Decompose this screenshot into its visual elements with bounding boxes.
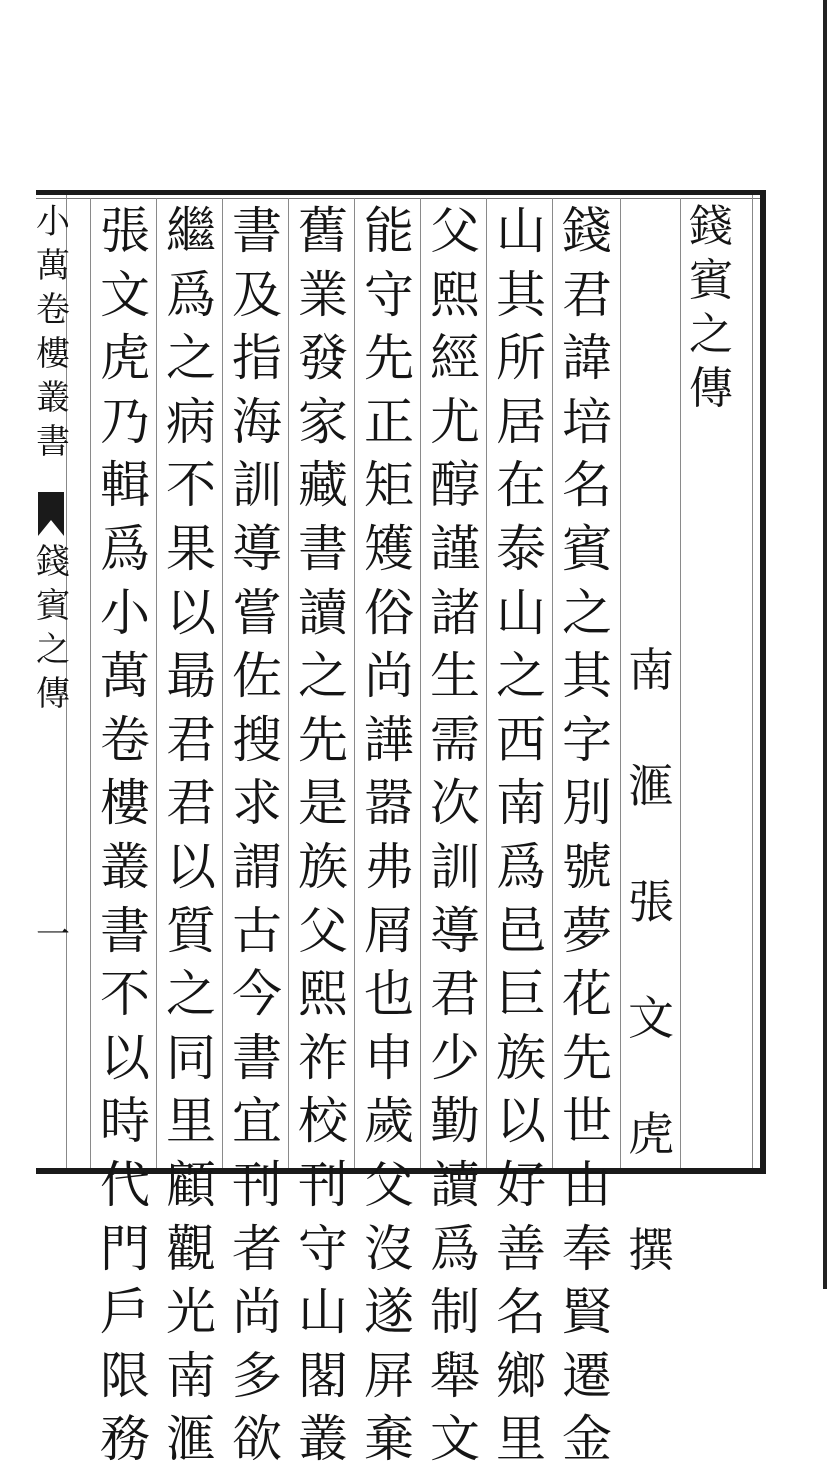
body-char: 繼 [166, 202, 216, 260]
title-char: 錢 [689, 201, 733, 252]
body-char: 不 [166, 456, 216, 515]
body-char: 守 [364, 265, 414, 324]
body-char: 先 [562, 1028, 612, 1087]
body-char: 刊 [298, 1155, 348, 1214]
body-char: 限 [100, 1346, 150, 1405]
margin-title-char: 萬 [36, 246, 70, 286]
author-char: 張 [628, 875, 674, 929]
body-char: 病 [166, 392, 216, 451]
body-char: 金 [562, 1410, 612, 1469]
author-char: 滙 [628, 759, 674, 813]
body-char: 號 [562, 837, 612, 896]
page-edge [823, 0, 827, 1289]
body-char: 遂 [364, 1283, 414, 1342]
body-char: 醇 [430, 456, 480, 515]
body-char: 族 [496, 1028, 546, 1087]
body-char: 其 [496, 265, 546, 324]
body-char: 訓 [430, 837, 480, 896]
body-char: 嚣 [364, 774, 414, 833]
text-column [424, 200, 486, 1472]
body-char: 俗 [364, 583, 414, 642]
body-char: 謂 [232, 837, 282, 896]
body-char: 申 [364, 1028, 414, 1087]
body-char: 書 [232, 1028, 282, 1087]
margin-title-char: 叢 [36, 378, 70, 418]
body-char: 叢 [298, 1410, 348, 1469]
body-char: 以 [496, 1092, 546, 1151]
body-char: 之 [166, 329, 216, 388]
body-char: 以 [166, 583, 216, 642]
body-char: 尤 [430, 392, 480, 451]
body-char: 矱 [364, 519, 414, 578]
text-column [226, 200, 288, 1472]
body-char: 熙 [298, 965, 348, 1024]
body-char: 乃 [100, 392, 150, 451]
body-char: 賢 [562, 1283, 612, 1342]
body-char: 父 [298, 901, 348, 960]
column-rule [90, 198, 91, 1168]
body-char: 搜 [232, 710, 282, 769]
body-char: 及 [232, 265, 282, 324]
body-char: 質 [166, 901, 216, 960]
author-char: 南 [628, 643, 674, 697]
body-char: 家 [298, 392, 348, 451]
body-char: 沒 [364, 1219, 414, 1278]
body-char: 業 [298, 265, 348, 324]
body-char: 爲 [100, 519, 150, 578]
body-char: 巨 [496, 965, 546, 1024]
body-char: 需 [430, 710, 480, 769]
body-char: 爲 [430, 1219, 480, 1278]
body-char: 西 [496, 710, 546, 769]
margin-chapter-title [36, 540, 70, 716]
body-char: 棄 [364, 1410, 414, 1469]
body-char: 多 [232, 1346, 282, 1405]
body-char: 門 [100, 1219, 150, 1278]
body-char: 海 [232, 392, 282, 451]
body-char: 宜 [232, 1092, 282, 1151]
column-rule [680, 198, 681, 1168]
body-char: 山 [298, 1283, 348, 1342]
body-char: 弗 [364, 837, 414, 896]
body-char: 奉 [562, 1219, 612, 1278]
margin-page-number [36, 915, 70, 955]
body-char: 代 [100, 1155, 150, 1214]
body-char: 以 [100, 1028, 150, 1087]
body-char: 先 [364, 329, 414, 388]
column-rule [222, 198, 223, 1168]
body-char: 好 [496, 1155, 546, 1214]
body-char: 叢 [100, 837, 150, 896]
body-char: 祚 [298, 1028, 348, 1087]
body-char: 里 [166, 1092, 216, 1151]
body-char: 熙 [430, 265, 480, 324]
margin-title-char: 樓 [36, 334, 70, 374]
margin-chapter-char: 賓 [36, 586, 70, 626]
body-char: 張 [100, 202, 150, 260]
body-char: 泰 [496, 519, 546, 578]
body-char: 者 [232, 1219, 282, 1278]
body-char: 能 [364, 202, 414, 260]
title-char: 之 [689, 309, 733, 360]
body-char: 次 [430, 774, 480, 833]
body-char: 其 [562, 647, 612, 706]
frame-top-border [36, 190, 764, 195]
body-char: 先 [298, 710, 348, 769]
body-char: 顧 [166, 1155, 216, 1214]
text-column [94, 200, 156, 1472]
body-char: 南 [496, 774, 546, 833]
margin-title-char: 卷 [36, 290, 70, 330]
body-char: 虎 [100, 329, 150, 388]
body-char: 時 [100, 1092, 150, 1151]
body-char: 導 [232, 519, 282, 578]
body-char: 古 [232, 901, 282, 960]
frame-right-border [760, 190, 766, 1174]
body-char: 屑 [364, 901, 414, 960]
body-char: 是 [298, 774, 348, 833]
author-char: 虎 [628, 1107, 674, 1161]
body-char: 在 [496, 456, 546, 515]
margin-book-title [36, 200, 70, 464]
body-char: 朂 [166, 647, 216, 706]
body-char: 刊 [232, 1155, 282, 1214]
body-char: 戶 [100, 1283, 150, 1342]
body-char: 嘗 [232, 583, 282, 642]
column-rule [420, 198, 421, 1168]
body-char: 以 [166, 837, 216, 896]
body-char: 勤 [430, 1092, 480, 1151]
column-rule [620, 198, 621, 1168]
body-char: 邑 [496, 901, 546, 960]
body-char: 世 [562, 1092, 612, 1151]
column-rule [552, 198, 553, 1168]
body-char: 也 [364, 965, 414, 1024]
body-char: 書 [298, 519, 348, 578]
frame-top-inner-line [36, 198, 764, 199]
body-char: 賓 [562, 519, 612, 578]
title-char: 傳 [689, 363, 733, 414]
column-rule [156, 198, 157, 1168]
body-char: 培 [562, 392, 612, 451]
body-char: 務 [100, 1410, 150, 1469]
body-char: 訓 [232, 456, 282, 515]
body-char: 名 [562, 456, 612, 515]
margin-chapter-char: 之 [36, 630, 70, 670]
body-char: 之 [562, 583, 612, 642]
body-char: 卷 [100, 710, 150, 769]
body-char: 校 [298, 1092, 348, 1151]
body-char: 樓 [100, 774, 150, 833]
body-char: 藏 [298, 456, 348, 515]
body-char: 遷 [562, 1346, 612, 1405]
body-char: 果 [166, 519, 216, 578]
fish-tail-mark-icon [38, 492, 64, 536]
body-char: 字 [562, 710, 612, 769]
margin-page-char: 一 [36, 915, 70, 955]
frame-right-inner-line [752, 195, 753, 1168]
body-char: 導 [430, 901, 480, 960]
body-char: 爲 [166, 265, 216, 324]
body-char: 求 [232, 774, 282, 833]
body-char: 書 [100, 901, 150, 960]
body-char: 守 [298, 1219, 348, 1278]
body-char: 由 [562, 1155, 612, 1214]
margin-chapter-char: 傳 [36, 674, 70, 714]
body-char: 居 [496, 392, 546, 451]
body-char: 書 [232, 202, 282, 260]
body-char: 萬 [100, 647, 150, 706]
body-char: 諸 [430, 583, 480, 642]
body-char: 夢 [562, 901, 612, 960]
body-char: 別 [562, 774, 612, 833]
body-char: 讀 [430, 1155, 480, 1214]
author-char: 撰 [628, 1223, 674, 1277]
column-rule [354, 198, 355, 1168]
body-char: 生 [430, 647, 480, 706]
body-char: 舊 [298, 202, 348, 260]
body-char: 矩 [364, 456, 414, 515]
body-char: 指 [232, 329, 282, 388]
body-char: 經 [430, 329, 480, 388]
body-char: 輯 [100, 456, 150, 515]
body-char: 里 [496, 1410, 546, 1469]
body-char: 爲 [496, 837, 546, 896]
body-char: 不 [100, 965, 150, 1024]
body-char: 發 [298, 329, 348, 388]
body-char: 之 [298, 647, 348, 706]
body-char: 今 [232, 965, 282, 1024]
body-char: 名 [496, 1283, 546, 1342]
text-column [292, 200, 354, 1472]
body-char: 父 [364, 1155, 414, 1214]
body-char: 讀 [298, 583, 348, 642]
margin-chapter-char: 錢 [36, 542, 70, 582]
body-char: 君 [430, 965, 480, 1024]
author-char: 文 [628, 991, 674, 1045]
text-column [160, 200, 222, 1472]
body-char: 父 [430, 202, 480, 260]
body-char: 花 [562, 965, 612, 1024]
body-char: 同 [166, 1028, 216, 1087]
body-char: 舉 [430, 1346, 480, 1405]
body-char: 觀 [166, 1219, 216, 1278]
body-char: 歲 [364, 1092, 414, 1151]
body-char: 謹 [430, 519, 480, 578]
body-char: 欲 [232, 1410, 282, 1469]
body-char: 山 [496, 202, 546, 260]
body-char: 君 [166, 710, 216, 769]
body-char: 尚 [364, 647, 414, 706]
body-char: 光 [166, 1283, 216, 1342]
margin-title-char: 書 [36, 422, 70, 462]
body-char: 善 [496, 1219, 546, 1278]
body-char: 錢 [562, 202, 612, 260]
body-char: 所 [496, 329, 546, 388]
body-char: 族 [298, 837, 348, 896]
body-char: 南 [166, 1346, 216, 1405]
body-char: 文 [100, 265, 150, 324]
body-char: 正 [364, 392, 414, 451]
body-char: 之 [496, 647, 546, 706]
text-title [680, 200, 742, 416]
body-char: 君 [166, 774, 216, 833]
margin-title-char: 小 [36, 202, 70, 242]
body-char: 文 [430, 1410, 480, 1469]
title-char: 賓 [689, 255, 733, 306]
body-char: 制 [430, 1283, 480, 1342]
body-char: 少 [430, 1028, 480, 1087]
body-char: 佐 [232, 647, 282, 706]
body-char: 譁 [364, 710, 414, 769]
body-char: 尚 [232, 1283, 282, 1342]
body-char: 之 [166, 965, 216, 1024]
column-rule [288, 198, 289, 1168]
body-char: 閣 [298, 1346, 348, 1405]
body-char: 鄉 [496, 1346, 546, 1405]
body-char: 小 [100, 583, 150, 642]
body-char: 屏 [364, 1346, 414, 1405]
text-column [556, 200, 618, 1472]
body-char: 諱 [562, 329, 612, 388]
body-char: 滙 [166, 1410, 216, 1469]
column-rule [486, 198, 487, 1168]
text-column [490, 200, 552, 1472]
text-column [358, 200, 420, 1472]
body-char: 山 [496, 583, 546, 642]
author-line [620, 612, 682, 1308]
body-char: 君 [562, 265, 612, 324]
